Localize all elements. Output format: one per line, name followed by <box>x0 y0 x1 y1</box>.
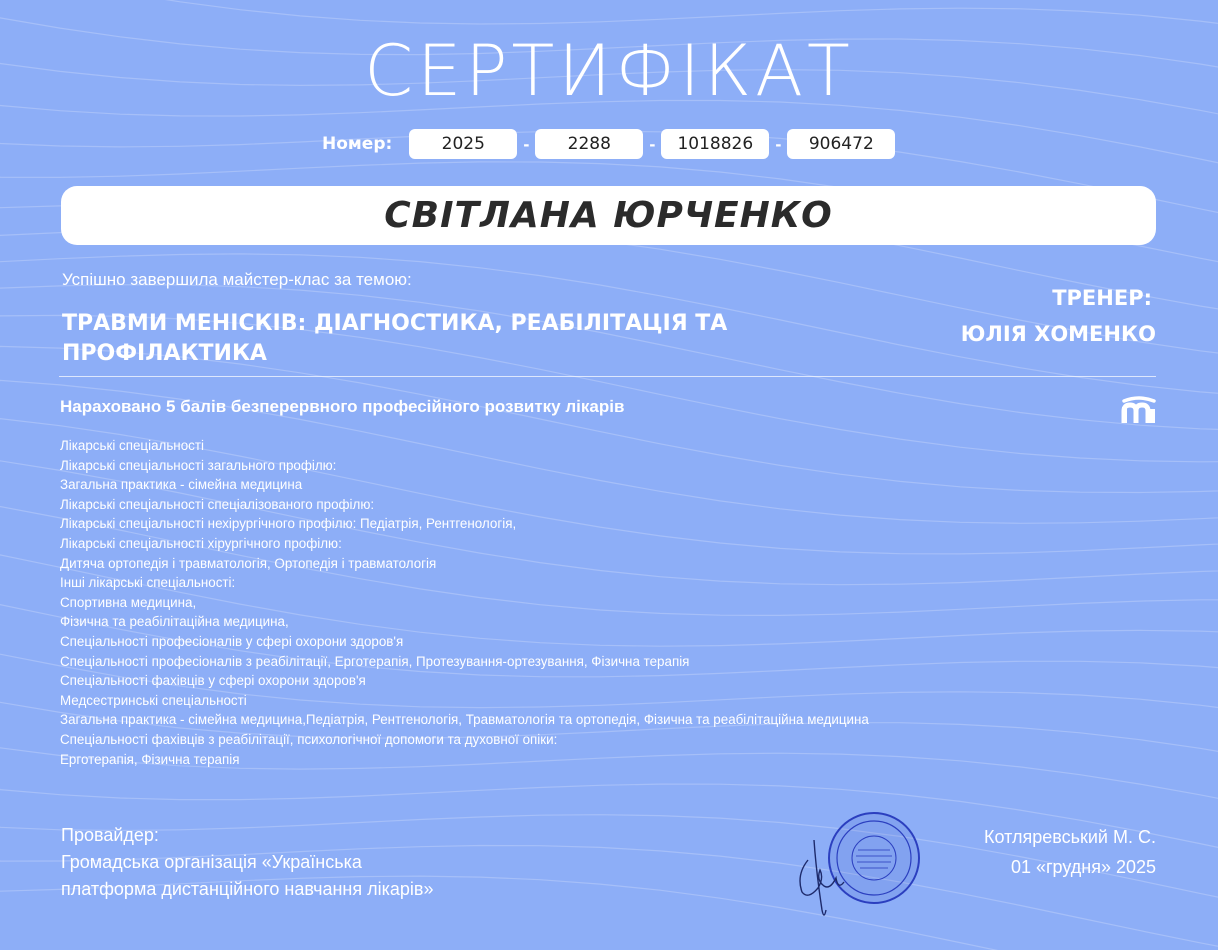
specialty-line: Спеціальності професіоналів у сфері охорони здоров'я <box>60 633 404 649</box>
stamp-and-signature <box>778 800 928 930</box>
wave-line <box>0 0 1218 29</box>
number-separator: - <box>523 133 530 154</box>
specialty-line: Лікарські спеціальності загального профілю: <box>60 457 337 473</box>
number-part-2: 2288 <box>535 129 643 159</box>
certificate-number <box>322 129 895 159</box>
provider-block <box>61 822 433 903</box>
provider-name-line1: Громадська організація «Українська <box>61 852 362 872</box>
number-label: Номер: <box>322 134 393 154</box>
number-separator: - <box>649 133 656 154</box>
specialty-line: Спортивна медицина, <box>60 594 197 610</box>
recipient-name: СВІТЛАНА ЮРЧЕНКО <box>384 195 833 236</box>
specialty-line: Лікарські спеціальності нехірургічного профілю: Педіатрія, Рентгенологія, <box>60 516 517 532</box>
specialty-line: Спеціальності професіоналів з реабілітації, Ерготерапія, Протезування-ортезування, Фізична терапія <box>60 653 690 669</box>
specialty-line: Спеціальності фахівців з реабілітації, психологічної допомоги та духовної опіки: <box>60 731 558 747</box>
divider <box>59 376 1156 377</box>
course-topic: ТРАВМИ МЕНІСКІВ: ДІАГНОСТИКА, РЕАБІЛІТАЦІЯ ТА ПРОФІЛАКТИКА <box>62 311 728 366</box>
cpd-points-text: Нараховано 5 балів безперервного професійного розвитку лікарів <box>60 397 625 416</box>
number-separator: - <box>775 133 782 154</box>
provider-label: Провайдер: <box>61 825 159 845</box>
official-stamp-icon <box>829 813 919 903</box>
recipient-name-bar <box>61 186 1156 245</box>
specialty-line: Інші лікарські спеціальності: <box>60 575 236 591</box>
number-part-4: 906472 <box>787 129 895 159</box>
specialty-line: Лікарські спеціальності <box>60 438 204 453</box>
signer-block <box>984 822 1156 882</box>
specialty-line: Ерготерапія, Фізична терапія <box>60 751 240 767</box>
signer-name: Котляревський М. С. <box>984 827 1156 847</box>
specialty-line: Медсестринські спеціальності <box>60 692 247 708</box>
issue-date: 01 «грудня» 2025 <box>1010 857 1156 877</box>
number-part-3: 1018826 <box>661 129 769 159</box>
certificate-title: СЕРТИФІКАТ <box>364 30 854 112</box>
specialty-line: Лікарські спеціальності спеціалізованого профілю: <box>60 496 375 512</box>
completion-text: Успішно завершила майстер-клас за темою: <box>62 270 412 289</box>
m-logo-icon <box>1120 393 1158 425</box>
specialty-line: Загальна практика - сімейна медицина <box>60 477 303 493</box>
specialty-line: Фізична та реабілітаційна медицина, <box>60 614 289 630</box>
number-part-1: 2025 <box>409 129 517 159</box>
specialty-line: Спеціальності фахівців у сфері охорони здоров'я <box>60 673 366 689</box>
trainer-name: ЮЛІЯ ХОМЕНКО <box>960 322 1156 346</box>
specialty-line: Загальна практика - сімейна медицина,Педіатрія, Рентгенологія, Травматологія та ортопедія, Фізична та реабілітаційна медицина <box>60 712 869 728</box>
specialties-list <box>60 436 1060 769</box>
specialty-line: Дитяча ортопедія і травматологія, Ортопедія і травматологія <box>60 555 437 571</box>
specialty-line: Лікарські спеціальності хірургічного профілю: <box>60 535 342 551</box>
trainer-label: ТРЕНЕР: <box>1052 286 1152 310</box>
provider-name-line2: платформа дистанційного навчання лікарів» <box>61 879 434 899</box>
